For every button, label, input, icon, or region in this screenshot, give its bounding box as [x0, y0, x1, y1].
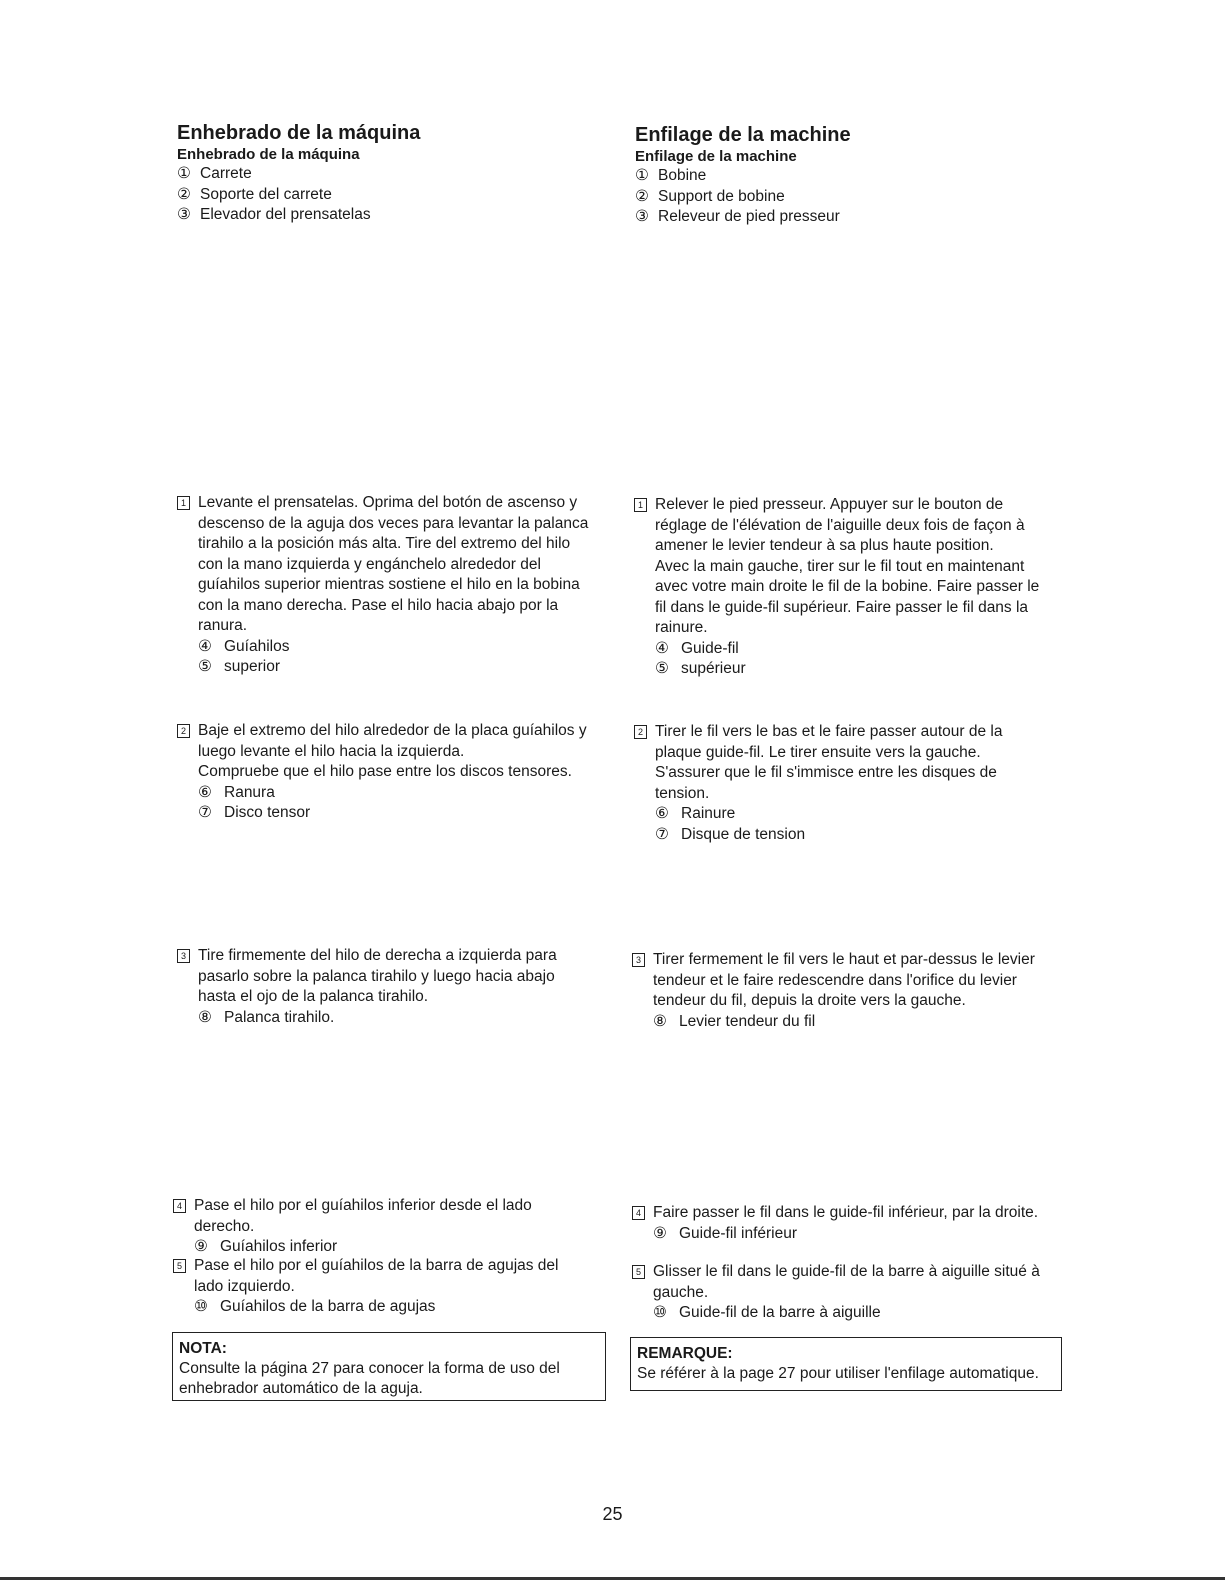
note-line: Se référer à la page 27 pour utiliser l'enfilage automatique. — [637, 1365, 1039, 1382]
step-number-box: 2 — [177, 724, 190, 738]
step-number-box: 3 — [177, 949, 190, 963]
step-line: Levante el prensatelas. Oprima del botón de ascenso y — [198, 494, 578, 511]
step-line: hasta el ojo de la palanca tirahilo. — [198, 988, 429, 1005]
step-number-box: 1 — [634, 498, 647, 512]
step-line: con la mano derecha. Pase el hilo hacia abajo por la — [198, 596, 559, 614]
step-line: avec votre main droite le fil de la bobine. Faire passer le — [655, 578, 1040, 595]
note-title: NOTA: — [179, 1340, 227, 1357]
reference-item: ⑤ superior — [198, 658, 280, 675]
reference-item: ⑩ Guíahilos de la barra de agujas — [194, 1298, 436, 1315]
step-line: descenso de la aguja dos veces para levantar la palanca — [198, 514, 589, 532]
es-step-4 — [173, 1196, 618, 1258]
step-line: tirahilo a la posición más alta. Tire del extremo del hilo — [198, 535, 571, 552]
step-number-box: 5 — [173, 1259, 186, 1273]
fr-header — [635, 123, 1065, 228]
es-step-1 — [177, 493, 622, 678]
reference-item: ⑦ Disco tensor — [198, 804, 311, 821]
step-line: réglage de l'élévation de l'aiguille deux fois de façon à — [655, 516, 1025, 534]
step-line: gauche. — [653, 1283, 709, 1301]
es-step-3 — [177, 946, 622, 1028]
es-part-item: ① Carrete — [177, 165, 252, 182]
fr-part-item: ② Support de bobine — [635, 187, 785, 205]
reference-item: ⑤ supérieur — [655, 660, 746, 677]
step-line: tendeur et le faire redescendre dans l'orifice du levier — [653, 971, 1017, 989]
step-line: rainure. — [655, 619, 708, 636]
note-line: enhebrador automático de la aguja. — [179, 1380, 423, 1397]
step-line: tendeur du fil, depuis la droite vers la gauche. — [653, 992, 966, 1009]
fr-parts-list — [635, 166, 1065, 228]
note-title: REMARQUE: — [637, 1345, 733, 1362]
step-line: lado izquierdo. — [194, 1277, 295, 1295]
step-number-box: 3 — [632, 953, 645, 967]
step-line: Pase el hilo por el guíahilos inferior desde el lado — [194, 1197, 532, 1214]
bottom-rule — [0, 1577, 1225, 1580]
step-line: pasarlo sobre la palanca tirahilo y luego hacia abajo — [198, 967, 555, 985]
es-subtitle: Enhebrado de la máquina — [177, 146, 360, 163]
step-line: Faire passer le fil dans le guide-fil inférieur, par la droite. — [653, 1204, 1039, 1221]
fr-subtitle: Enfilage de la machine — [635, 148, 797, 165]
es-step-5 — [173, 1256, 618, 1318]
step-line: tension. — [655, 784, 710, 802]
reference-item: ⑧ Levier tendeur du fil — [653, 1012, 816, 1030]
reference-item: ⑦ Disque de tension — [655, 825, 806, 843]
step-line: plaque guide-fil. Le tirer ensuite vers la gauche. — [655, 743, 981, 761]
es-note-box — [172, 1332, 606, 1401]
fr-step-5 — [632, 1262, 1077, 1324]
reference-item: ⑧ Palanca tirahilo. — [198, 1008, 335, 1026]
step-number-box: 2 — [634, 725, 647, 739]
step-line: ranura. — [198, 617, 248, 634]
step-line: Tirer fermement le fil vers le haut et par-dessus le levier — [653, 951, 1035, 968]
step-number-box: 1 — [177, 496, 190, 510]
step-number-box: 4 — [173, 1199, 186, 1213]
note-line: Consulte la página 27 para conocer la forma de uso del — [179, 1360, 560, 1377]
reference-item: ⑥ Rainure — [655, 805, 736, 822]
es-part-item: ② Soporte del carrete — [177, 185, 332, 203]
reference-item: ⑥ Ranura — [198, 783, 275, 801]
step-line: Pase el hilo por el guíahilos de la barra de agujas del — [194, 1257, 559, 1274]
step-number-box: 4 — [632, 1206, 645, 1220]
step-line: fil dans le guide-fil supérieur. Faire passer le fil dans la — [655, 598, 1029, 616]
fr-part-item: ① Bobine — [635, 167, 707, 184]
fr-step-3 — [632, 950, 1072, 1032]
reference-item: ⑨ Guide-fil inférieur — [653, 1224, 798, 1242]
step-number-box: 5 — [632, 1265, 645, 1279]
fr-note-box — [630, 1337, 1062, 1391]
step-line: Tirer le fil vers le bas et le faire passer autour de la — [655, 723, 1003, 740]
step-line: S'assurer que le fil s'immisce entre les disques de — [655, 764, 997, 781]
es-step-2 — [177, 721, 622, 824]
step-line: Tire firmemente del hilo de derecha a izquierda para — [198, 947, 557, 964]
step-line: con la mano izquierda y engánchelo alrededor del — [198, 555, 541, 573]
step-line: derecho. — [194, 1217, 255, 1235]
step-line: luego levante el hilo hacia la izquierda. — [198, 742, 465, 760]
es-parts-list — [177, 164, 617, 226]
reference-item: ④ Guíahilos — [198, 637, 290, 655]
fr-step-1 — [634, 495, 1074, 680]
es-header — [177, 121, 617, 226]
page-number: 25 — [602, 1504, 623, 1524]
fr-step-2 — [634, 722, 1074, 845]
step-line: Baje el extremo del hilo alrededor de la placa guíahilos y — [198, 722, 587, 739]
reference-item: ⑩ Guide-fil de la barre à aiguille — [653, 1304, 881, 1321]
step-line: Relever le pied presseur. Appuyer sur le bouton de — [655, 496, 1004, 513]
reference-item: ⑨ Guíahilos inferior — [194, 1238, 338, 1255]
step-line: guíahilos superior mientras sostiene el hilo en la bobina — [198, 576, 580, 593]
step-line: Glisser le fil dans le guide-fil de la barre à aiguille situé à — [653, 1263, 1040, 1280]
reference-item: ④ Guide-fil — [655, 639, 739, 657]
es-title: Enhebrado de la máquina — [177, 122, 421, 144]
step-line: amener le levier tendeur à sa plus haute position. — [655, 537, 994, 554]
step-line: Avec la main gauche, tirer sur le fil tout en maintenant — [655, 557, 1025, 575]
es-part-item: ③ Elevador del prensatelas — [177, 206, 371, 223]
step-line: Compruebe que el hilo pase entre los discos tensores. — [198, 763, 572, 780]
fr-title: Enfilage de la machine — [635, 124, 851, 146]
fr-part-item: ③ Releveur de pied presseur — [635, 208, 840, 225]
fr-step-4 — [632, 1203, 1077, 1244]
